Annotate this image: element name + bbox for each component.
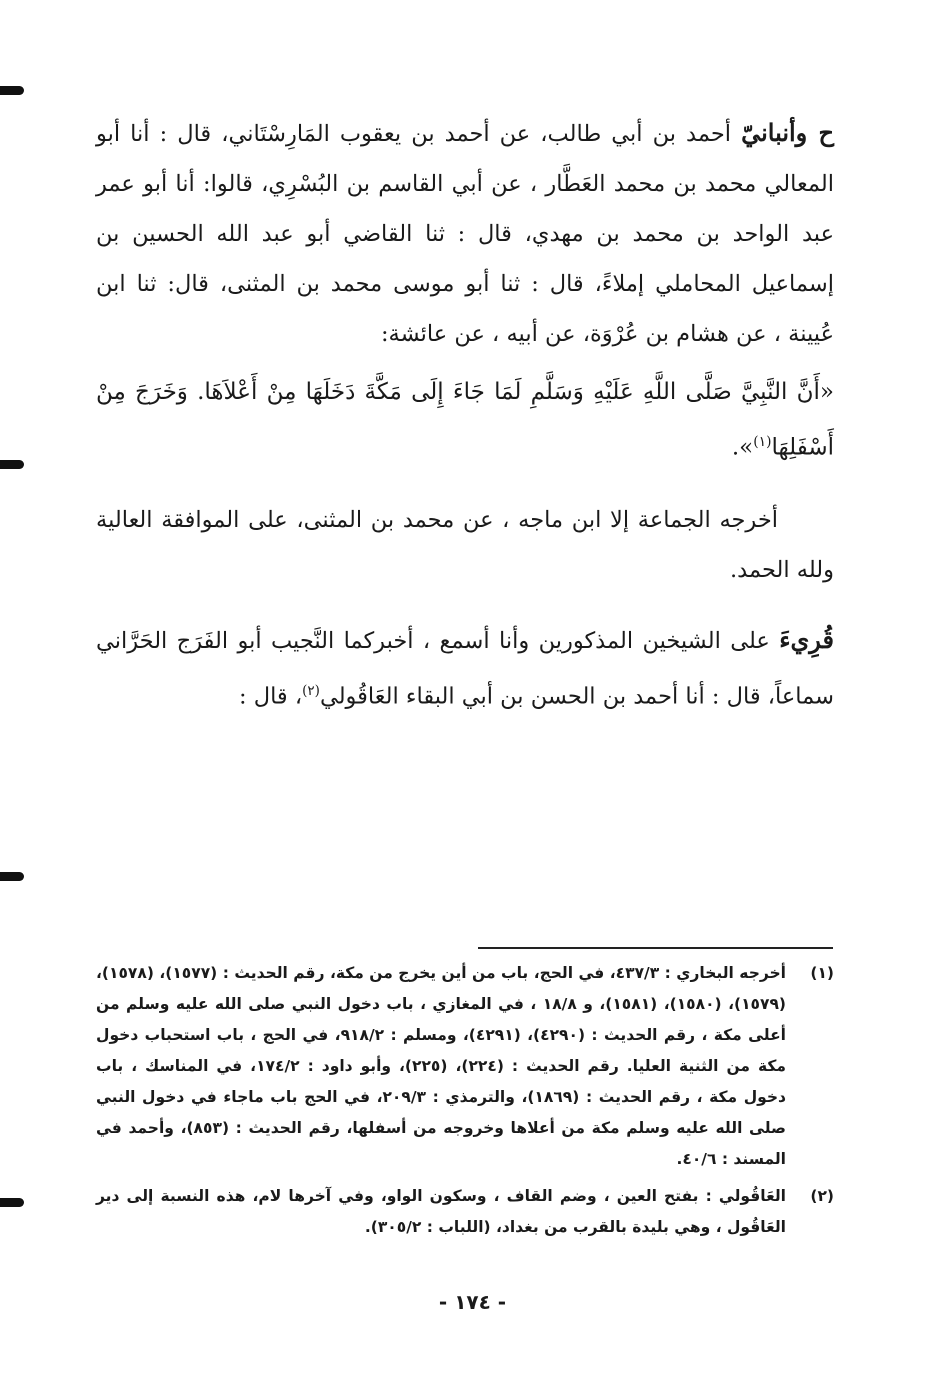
footnote-item xyxy=(96,1181,834,1243)
paragraph-isnad xyxy=(96,108,834,359)
hadith-end: ». xyxy=(731,434,754,461)
paragraph-text: أحمد بن أبي طالب، عن أحمد بن يعقوب المَارِسْتَاني، قال : أنا أبو المعالي محمد بن محمد العَطَّار ، عن أبي القاسم بن البُسْرِي، قالوا: أنا أبو عمر عبد الواحد بن محمد بن مهدي، قال : ثنا القاضي أبو عبد الله الحسين بن إسماعيل المحاملي إملاءً، قال : ثنا أبو موسى محمد بن المثنى، قال: ثنا ابن عُيينة ، عن هشام بن عُرْوَة، عن أبيه ، عن عائشة: xyxy=(96,121,834,347)
paragraph-hadith-text xyxy=(96,367,834,473)
footnote-number: (١) xyxy=(810,964,834,982)
footnote-text: أخرجه البخاري : ٤٣٧/٣، في الحج، باب من أين يخرج من مكة، رقم الحديث : (١٥٧٧)، (١٥٧٨)، (١٥٧٩)، (١٥٨٠)، (١٥٨١)، و ١٨/٨ ، في المغازي ، باب دخول النبي صلى الله عليه وسلم من أعلى مكة ، رقم الحديث : (٤٢٩٠)، (٤٢٩١)، ومسلم : ٩١٨/٢، في الحج ، باب استحباب دخول مكة من الثنية العليا. رقم الحديث : (٢٢٤)، (٢٢٥)، وأبو داود : ١٧٤/٢، في المناسك ، باب دخول مكة ، رقم الحديث : (١٨٦٩)، والترمذي : ٢٠٩/٣، في الحج باب ماجاء في دخول النبي صلى الله عليه وسلم مكة من أعلاها وخروجه من أسفلها، رقم الحديث : (٨٥٣)، وأحمد في المسند : ٤٠/٦. xyxy=(96,964,787,1168)
footnote-item xyxy=(96,958,834,1175)
paragraph-text: على الشيخين المذكورين وأنا أسمع ، أخبركما النَّجيب أبو الفَرَج الحَرَّاني سماعاً، قال : أنا أحمد بن الحسن بن أبي البقاء العَاقُولي xyxy=(96,627,834,710)
footnotes xyxy=(96,958,834,1249)
footnote-number: (٢) xyxy=(810,1187,834,1205)
main-text xyxy=(96,108,834,721)
hadith-text: «أَنَّ النَّبِيَّ صَلَّى اللَّهِ عَلَيْهِ وَسَلَّمِ لَمَا جَاءَ إِلَى مَكَّةَ دَخَلَهَا مِنْ أَعْلاَهَا. وَخَرَجَ مِنْ أَسْفَلِهَا xyxy=(96,379,834,461)
footnote-ref: (١) xyxy=(753,434,772,450)
paragraph-end: ، قال : xyxy=(239,683,303,710)
scan-edge-mark xyxy=(0,86,24,95)
footnote-text: العَاقُولي : بفتح العين ، وضم القاف ، وسكون الواو، وفي آخرها لام، هذه النسبة إلى دير العَاقُول ، وهي بليدة بالقرب من بغداد، (اللباب : ٣٠٥/٢). xyxy=(96,1187,786,1236)
paragraph-text: أخرجه الجماعة إلا ابن ماجه ، عن محمد بن المثنى، على الموافقة العالية ولله الحمد. xyxy=(96,506,834,583)
paragraph-takhrij xyxy=(96,495,834,595)
scan-edge-mark xyxy=(0,460,24,469)
paragraph-lead-word: قُرِيءَ xyxy=(779,624,834,654)
footnote-ref: (٢) xyxy=(302,682,320,699)
paragraph-qiraa xyxy=(96,615,834,722)
footnote-divider xyxy=(478,947,833,949)
scan-edge-mark xyxy=(0,1198,24,1207)
page-number: - ١٧٤ - xyxy=(438,1290,507,1314)
paragraph-lead-word: ح وأنبانيّ xyxy=(741,118,834,147)
scan-edge-mark xyxy=(0,872,24,881)
